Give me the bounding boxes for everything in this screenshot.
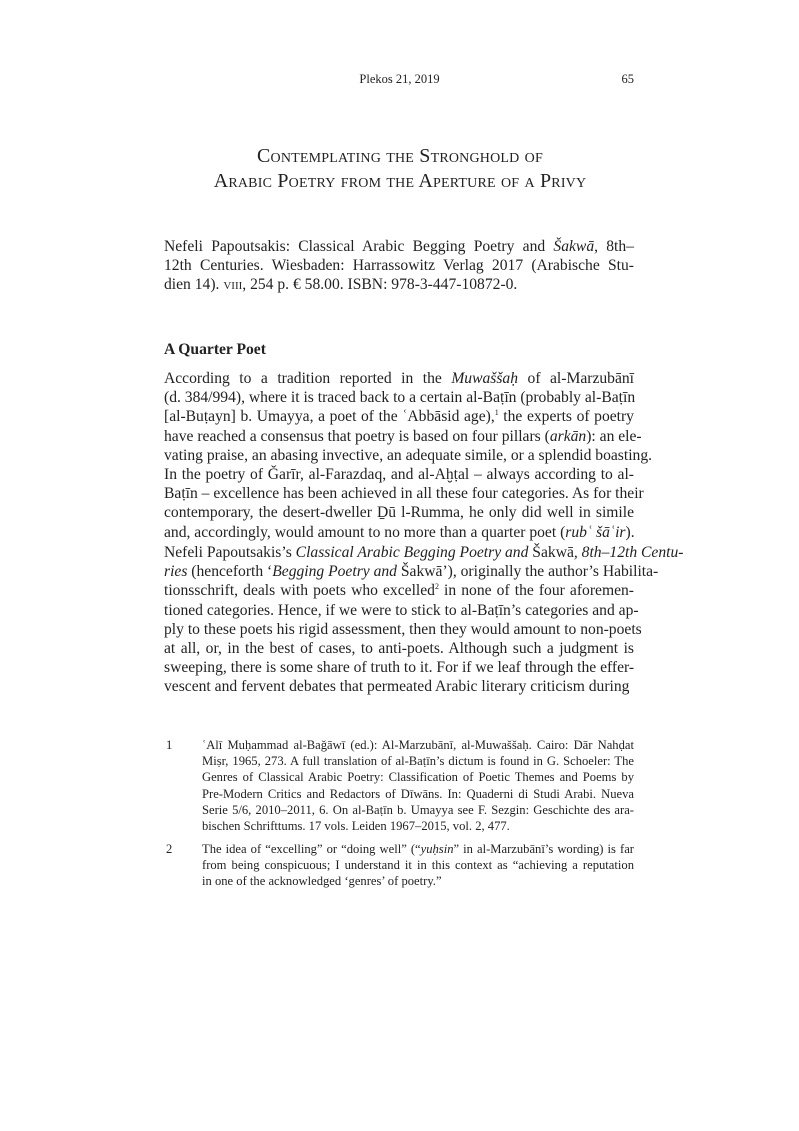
text-run: rubʿ šāʿir [565,523,626,541]
footnote-text [202,841,634,890]
text-line [164,677,634,696]
text-line [164,465,634,484]
text-run: tionsschrift, deals with poets who excelled [164,582,435,600]
text-line [202,841,634,857]
text-run: Begging Poetry and [272,563,401,581]
text-run: viii [223,276,243,294]
paragraph [164,543,684,697]
footnote-number: 2 [166,842,173,856]
text-run: ries [164,563,188,581]
text-line [202,857,634,873]
text-run: yuḥsin [420,842,454,856]
text-line [202,737,634,753]
text-run: Pre-Modern Critics and Redactors of Dīwāns. In: Quaderni di Studi Arabi. Nueva [202,786,634,801]
text-run: Genres of Classical Arabic Poetry: Classification of Poetic Themes and Poems by [202,770,634,785]
text-run: ʿAlī Muḥammad al-Baǧāwī (ed.): Al-Marzubānī, al-Muwaššaḥ. Cairo: Dār Nahḍat [202,738,634,752]
text-run: Šakwā [553,238,595,255]
text-line [164,388,634,407]
text-line [164,543,684,562]
text-line [164,658,634,677]
text-run: vating praise, an abasing invective, an adequate simile, or a splendid boasting. [164,446,653,464]
text-line [164,237,634,256]
footnote-text [202,737,634,834]
text-run: Šakwā [532,544,574,561]
text-line [164,620,642,639]
text-run: ). [625,523,635,541]
running-head: Plekos 21, 2019 [359,72,440,86]
text-run: dien 14). [164,276,224,294]
text-run: , 254 p. € 58.00. ISBN: 978-3-447-10872-0. [242,276,518,294]
text-run: tioned categories. Hence, if we were to stick to al-Baṭīn’s categories and ap- [164,601,639,619]
text-line [164,562,659,581]
text-line [164,503,634,522]
text-line [164,639,634,658]
text-run: Nefeli Papoutsakis’s [164,544,296,561]
text-run: vescent and fervent debates that permeated Arabic literary criticism during [164,678,630,696]
text-line [164,427,642,446]
article-title [100,144,700,194]
text-line [164,256,634,275]
text-run: ply to these poets his rigid assessment, then they would amount to non-poets [164,620,642,638]
text-run: ): an ele- [586,427,642,445]
text-run: at all, or, in the best of cases, to anti-poets. Although such a judgment is [164,640,634,658]
text-run: Šakwā’), originally the author’s Habilita- [400,563,659,581]
section-heading: A Quarter Poet [164,341,266,358]
footnote-ref[interactable]: 1 [494,408,499,418]
text-run: Classical Arabic Begging Poetry and [295,544,533,561]
text-run: sweeping, there is some share of truth to it. For if we leaf through the effer- [164,659,635,677]
text-line [202,786,634,802]
text-run: in none of the four aforemen- [438,582,634,600]
text-run: of al-Marzubānī [518,370,635,387]
text-run: in one of the acknowledged ‘genres’ of poetry.” [202,874,442,889]
text-line [164,369,634,388]
text-run: have reached a consensus that poetry is based on four pillars ( [164,427,550,445]
text-run: Muwaššaḥ [451,370,519,387]
text-run: [al-Buṭayn] b. Umayya, a poet of the ʿAbbāsid age), [164,408,495,426]
text-run: (henceforth ‘ [187,563,273,581]
text-run: Baṭīn – excellence has been achieved in all these four categories. As for their [164,485,644,503]
text-line [164,275,634,294]
text-line [164,601,639,620]
text-run: Serie 5/6, 2010–2011, 6. On al-Baṭīn b. Umayya see F. Sezgin: Geschichte des ara- [202,802,634,817]
text-line [164,581,634,600]
text-run: In the poetry of Ǧarīr, al-Farazdaq, and al-Aḫṭal – always according to al- [164,466,634,484]
book-citation [164,237,634,295]
text-run: According to a tradition reported in the [164,370,452,387]
text-run: The idea of “excelling” or “doing well” (“ [202,842,421,856]
text-line [202,769,634,785]
text-run: arkān [549,427,587,445]
text-run: Nefeli Papoutsakis: Classical Arabic Begging Poetry and [164,238,554,255]
text-run: Miṣr, 1965, 273. A full translation of al-Baṭīn’s dictum is found in G. Schoeler: The [202,754,634,769]
title-line: Arabic Poetry from the Aperture of a Privy [213,170,587,192]
title-line: Contemplating the Stronghold of [257,145,543,167]
text-line [164,446,653,465]
text-line [202,753,634,769]
text-run: (d. 384/994), where it is traced back to a certain al-Baṭīn (probably al-Baṭīn [164,389,636,407]
text-run: 12th Centuries. Wiesbaden: Harrassowitz Verlag 2017 (Arabische Stu- [164,257,634,275]
footnote-ref[interactable]: 2 [434,582,439,592]
text-run: contemporary, the desert-dweller Ḏū l-Rumma, he only did well in simile [164,504,634,522]
text-run: , 8th– [594,238,634,255]
text-line [164,407,634,426]
text-run: , 8th–12th Centu- [573,544,684,561]
text-run: from being conspicuous; I understand it in this context as “achieving a reputation [202,858,634,873]
text-run: the experts of poetry [498,408,634,426]
footnote-number: 1 [166,738,173,752]
text-line [164,484,644,503]
text-run: and, accordingly, would amount to no more than a quarter poet ( [164,523,566,541]
text-line [202,818,634,834]
text-line [202,873,634,889]
text-line [202,802,634,818]
text-line [164,523,634,542]
page-number: 65 [621,72,634,86]
text-run: ” in al-Marzubānī’s wording) is far [453,842,634,856]
paragraph [164,369,653,542]
text-run: bischen Schrifttums. 17 vols. Leiden 1967–2015, vol. 2, 477. [202,819,510,834]
